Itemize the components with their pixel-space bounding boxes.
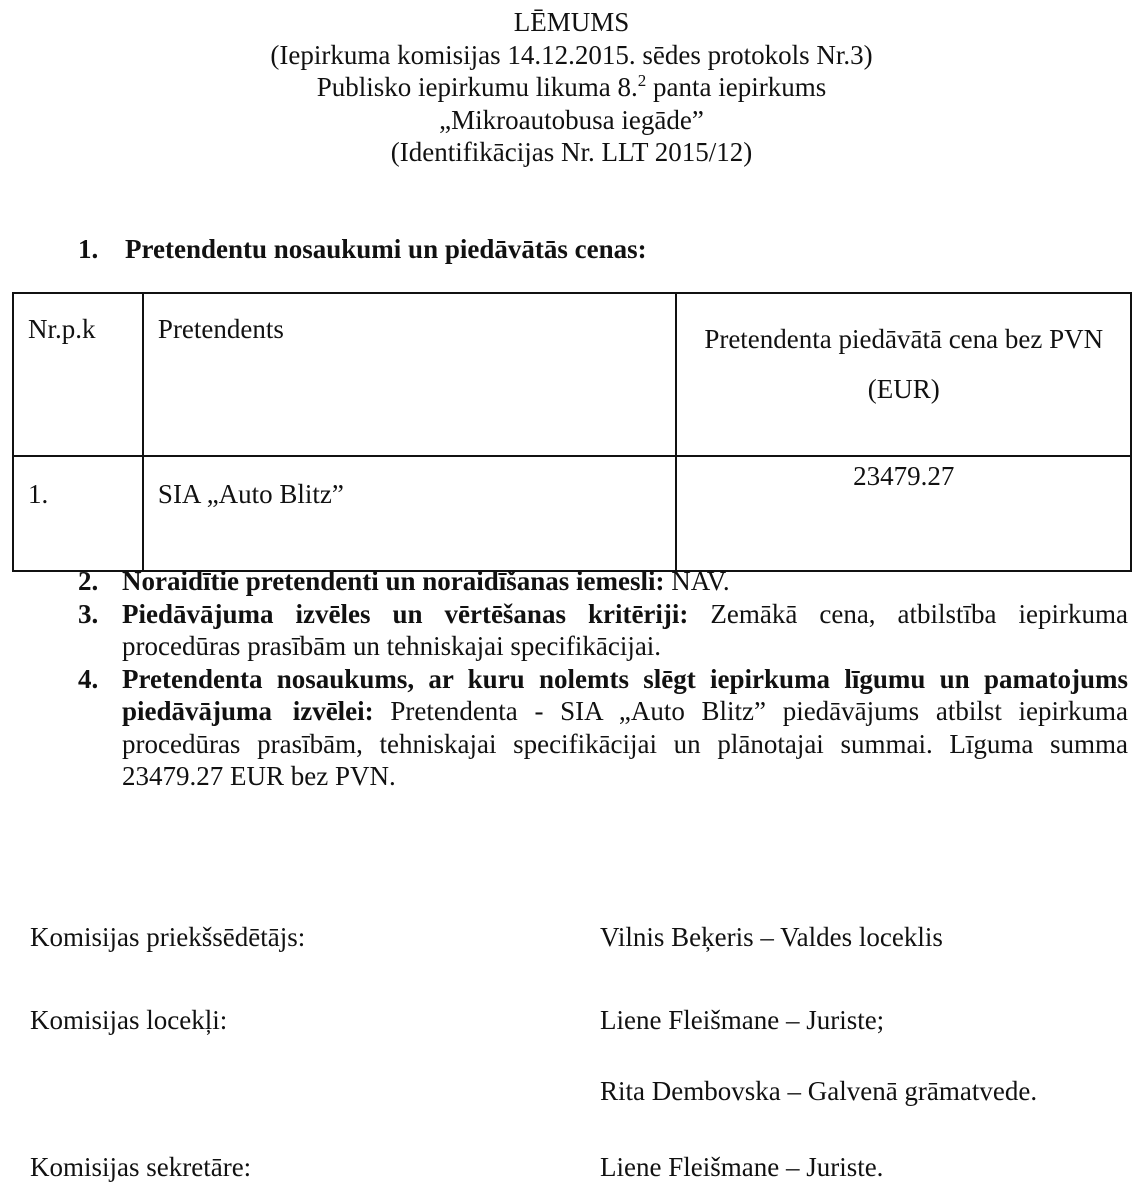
item-number: 3.: [78, 598, 99, 629]
secretary-label: Komisijas sekretāre:: [30, 1152, 252, 1182]
item-heading: Piedāvājuma izvēles un vērtēšanas kritēriji:: [122, 598, 689, 629]
decision-items: [78, 565, 1128, 793]
offers-table: [12, 292, 1132, 572]
procurement-name: „Mikroautobusa iegāde”: [439, 104, 704, 135]
table-header-row: [13, 293, 1131, 456]
list-item: [78, 565, 1128, 598]
row-bidder-cell: SIA „Auto Blitz”: [143, 456, 677, 571]
row-price-cell: 23479.27: [676, 456, 1131, 571]
secretary-name: Liene Fleišmane – Juriste.: [600, 1152, 884, 1182]
chair-name: Vilnis Beķeris – Valdes loceklis: [600, 922, 943, 952]
member-2-name: Rita Dembovska – Galvenā grāmatvede.: [600, 1076, 1038, 1106]
header-cell-number: Nr.p.k: [13, 293, 143, 456]
item-text: Zemākā cena, atbilstība iepirkuma procedūras prasībām un tehniskajai specifikācijai.: [122, 598, 1128, 661]
chair-label: Komisijas priekšsēdētājs:: [30, 922, 306, 952]
list-item: [78, 598, 1128, 663]
list-item: [78, 663, 1128, 793]
header-cell-bidder: Pretendents: [143, 293, 677, 456]
law-reference: [0, 71, 1143, 104]
document-header: [0, 6, 1143, 169]
item-text: Pretendenta - SIA „Auto Blitz” piedāvājums atbilst iepirkuma procedūras prasībām, tehniskajai specifikācijai un plānotajai summai. Līguma summa 23479.27 EUR bez PVN.: [122, 696, 1128, 791]
law-reference-superscript: 2: [637, 71, 647, 90]
members-label: Komisijas locekļi:: [30, 1005, 228, 1035]
section-1-number: 1.: [78, 234, 99, 264]
decision-title: LĒMUMS: [513, 7, 630, 37]
law-reference-text: Publisko iepirkumu likuma 8.: [316, 72, 638, 102]
row-number-cell: 1.: [13, 456, 143, 571]
item-text: NAV.: [664, 566, 730, 596]
identification-number: (Identifikācijas Nr. LLT 2015/12): [390, 137, 753, 167]
item-number: 4.: [78, 663, 99, 694]
protocol-reference: (Iepirkuma komisijas 14.12.2015. sēdes protokols Nr.3): [270, 39, 873, 70]
section-1-heading: [78, 234, 647, 265]
item-heading: Noraidītie pretendenti un noraidīšanas iemesli:: [122, 566, 665, 596]
item-number: 2.: [78, 566, 99, 596]
member-1-name: Liene Fleišmane – Juriste;: [600, 1005, 885, 1035]
law-reference-suffix: panta iepirkums: [646, 72, 827, 102]
header-cell-price: Pretendenta piedāvātā cena bez PVN (EUR): [676, 293, 1131, 456]
section-1-title: Pretendentu nosaukumi un piedāvātās cenas:: [125, 234, 647, 264]
table-row: [13, 456, 1131, 571]
item-heading: Pretendenta nosaukums, ar kuru nolemts slēgt iepirkuma līgumu un pamatojums piedāvājuma izvēlei:: [122, 663, 1128, 726]
